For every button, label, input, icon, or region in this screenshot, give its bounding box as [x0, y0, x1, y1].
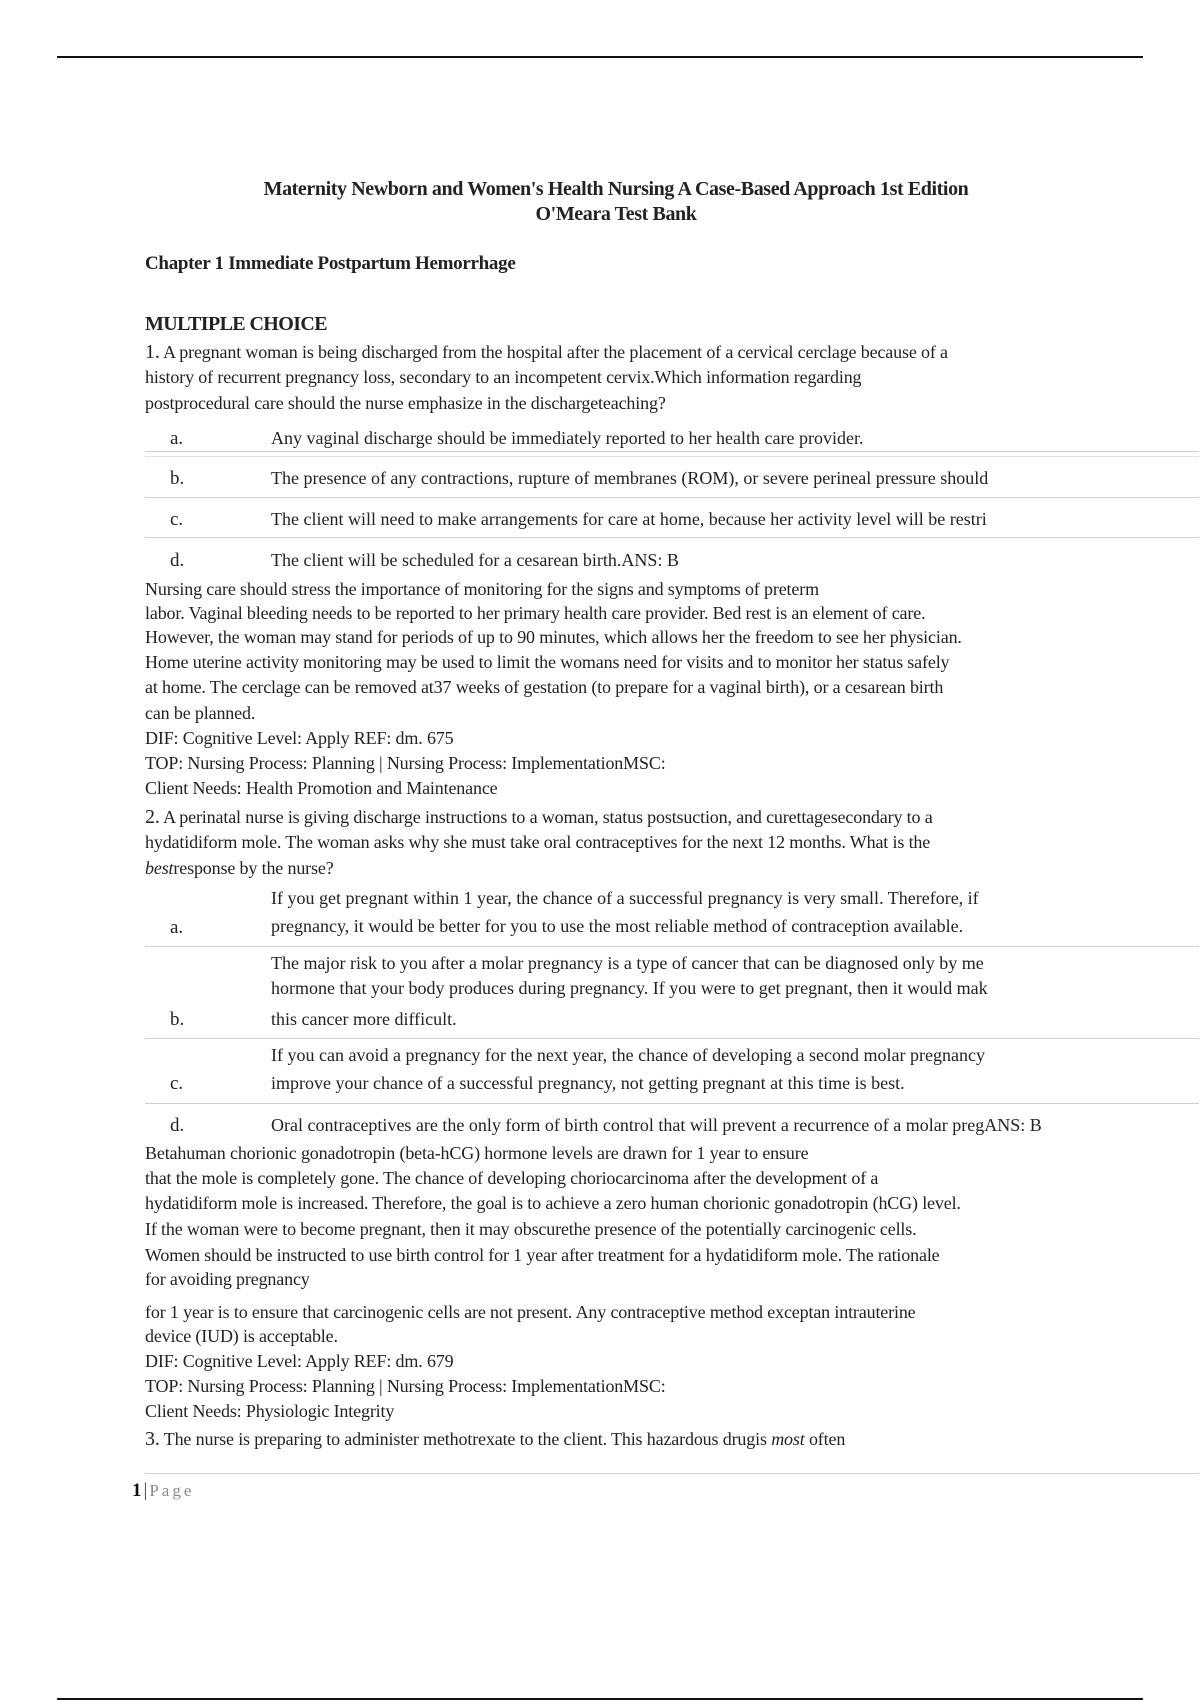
- option-divider: [145, 946, 1199, 947]
- option-divider: [145, 537, 1199, 538]
- page-label: Page: [149, 1481, 195, 1500]
- question-1-rationale-line: Home uterine activity monitoring may be used to limit the womans need for visits and to monitor her status safely: [145, 652, 950, 672]
- option-divider: [145, 451, 1199, 452]
- page-footer: [132, 1480, 194, 1502]
- question-2-rationale-line: that the mole is completely gone. The chance of developing choriocarcinoma after the development of a: [145, 1168, 879, 1188]
- footer-rule: [145, 1473, 1199, 1474]
- question-2-meta-line: DIF: Cognitive Level: Apply REF: dm. 679: [145, 1351, 454, 1371]
- question-2-meta-line: TOP: Nursing Process: Planning | Nursing Process: ImplementationMSC:: [145, 1376, 666, 1396]
- option-divider: [145, 1038, 1199, 1039]
- question-3-number: 3.: [145, 1428, 160, 1450]
- question-2-stem-line: hydatidiform mole. The woman asks why she must take oral contraceptives for the next 12 months. What is the: [145, 832, 931, 852]
- section-heading: MULTIPLE CHOICE: [145, 313, 327, 335]
- page-number: 1: [132, 1480, 142, 1501]
- question-1-meta-line: Client Needs: Health Promotion and Maintenance: [145, 778, 498, 798]
- question-1-rationale-line: Nursing care should stress the importance of monitoring for the signs and symptoms of preterm: [145, 579, 819, 599]
- document-title-line1: Maternity Newborn and Women's Health Nursing A Case-Based Approach 1st Edition: [263, 178, 969, 200]
- question-2-rationale-line: If the woman were to become pregnant, then it may obscurethe presence of the potentially carcinogenic cells.: [145, 1219, 917, 1239]
- emphasis-most: most: [771, 1429, 805, 1449]
- question-1-number: 1.: [145, 341, 160, 363]
- question-1-rationale-line: However, the woman may stand for periods of up to 90 minutes, which allows her the freedom to see her physician.: [145, 627, 962, 647]
- chapter-heading: Chapter 1 Immediate Postpartum Hemorrhage: [145, 253, 516, 274]
- top-rule: [57, 56, 1143, 58]
- question-2-rationale-line: Women should be instructed to use birth control for 1 year after treatment for a hydatidiform mole. The rationale: [145, 1245, 940, 1265]
- document-title-line2: O'Meara Test Bank: [535, 203, 697, 225]
- question-2-rationale-line: Betahuman chorionic gonadotropin (beta-hCG) hormone levels are drawn for 1 year to ensure: [145, 1143, 809, 1163]
- option-divider: [145, 456, 1199, 457]
- question-1-stem-line: postprocedural care should the nurse emphasize in the dischargeteaching?: [145, 393, 666, 413]
- question-3-stem-line: 3. The nurse is preparing to administer methotrexate to the client. This hazardous drugis most often: [145, 1428, 846, 1450]
- footer-separator: |: [143, 1480, 148, 1501]
- option-divider: [145, 1103, 1199, 1104]
- question-1-stem-line: 1. A pregnant woman is being discharged from the hospital after the placement of a cervical cerclage because of a: [145, 341, 948, 363]
- question-2-meta-line: Client Needs: Physiologic Integrity: [145, 1401, 395, 1421]
- question-1-stem-line: history of recurrent pregnancy loss, secondary to an incompetent cervix.Which information regarding: [145, 367, 862, 387]
- question-1-rationale-line: labor. Vaginal bleeding needs to be reported to her primary health care provider. Bed rest is an element of care.: [145, 603, 926, 623]
- question-1-rationale-line: can be planned.: [145, 703, 256, 723]
- question-2-rationale-line: for 1 year is to ensure that carcinogenic cells are not present. Any contraceptive method exceptan intrauterine: [145, 1302, 916, 1322]
- question-1-rationale-line: at home. The cerclage can be removed at37 weeks of gestation (to prepare for a vaginal birth), or a cesarean birth: [145, 677, 944, 697]
- question-2-stem-line: 2. A perinatal nurse is giving discharge instructions to a woman, status postsuction, and curettagesecondary to a: [145, 806, 933, 828]
- emphasis-best: best: [145, 858, 174, 878]
- question-2-number: 2.: [145, 806, 160, 828]
- question-2-stem-line: bestresponse by the nurse?: [145, 858, 334, 878]
- question-2-rationale-line: hydatidiform mole is increased. Therefore, the goal is to achieve a zero human chorionic gonadotropin (hCG) level.: [145, 1193, 961, 1213]
- question-1-meta-line: DIF: Cognitive Level: Apply REF: dm. 675: [145, 728, 454, 748]
- option-divider: [145, 497, 1199, 498]
- question-2-rationale-line: for avoiding pregnancy: [145, 1269, 310, 1289]
- question-2-rationale-line: device (IUD) is acceptable.: [145, 1326, 338, 1346]
- question-1-meta-line: TOP: Nursing Process: Planning | Nursing Process: ImplementationMSC:: [145, 753, 666, 773]
